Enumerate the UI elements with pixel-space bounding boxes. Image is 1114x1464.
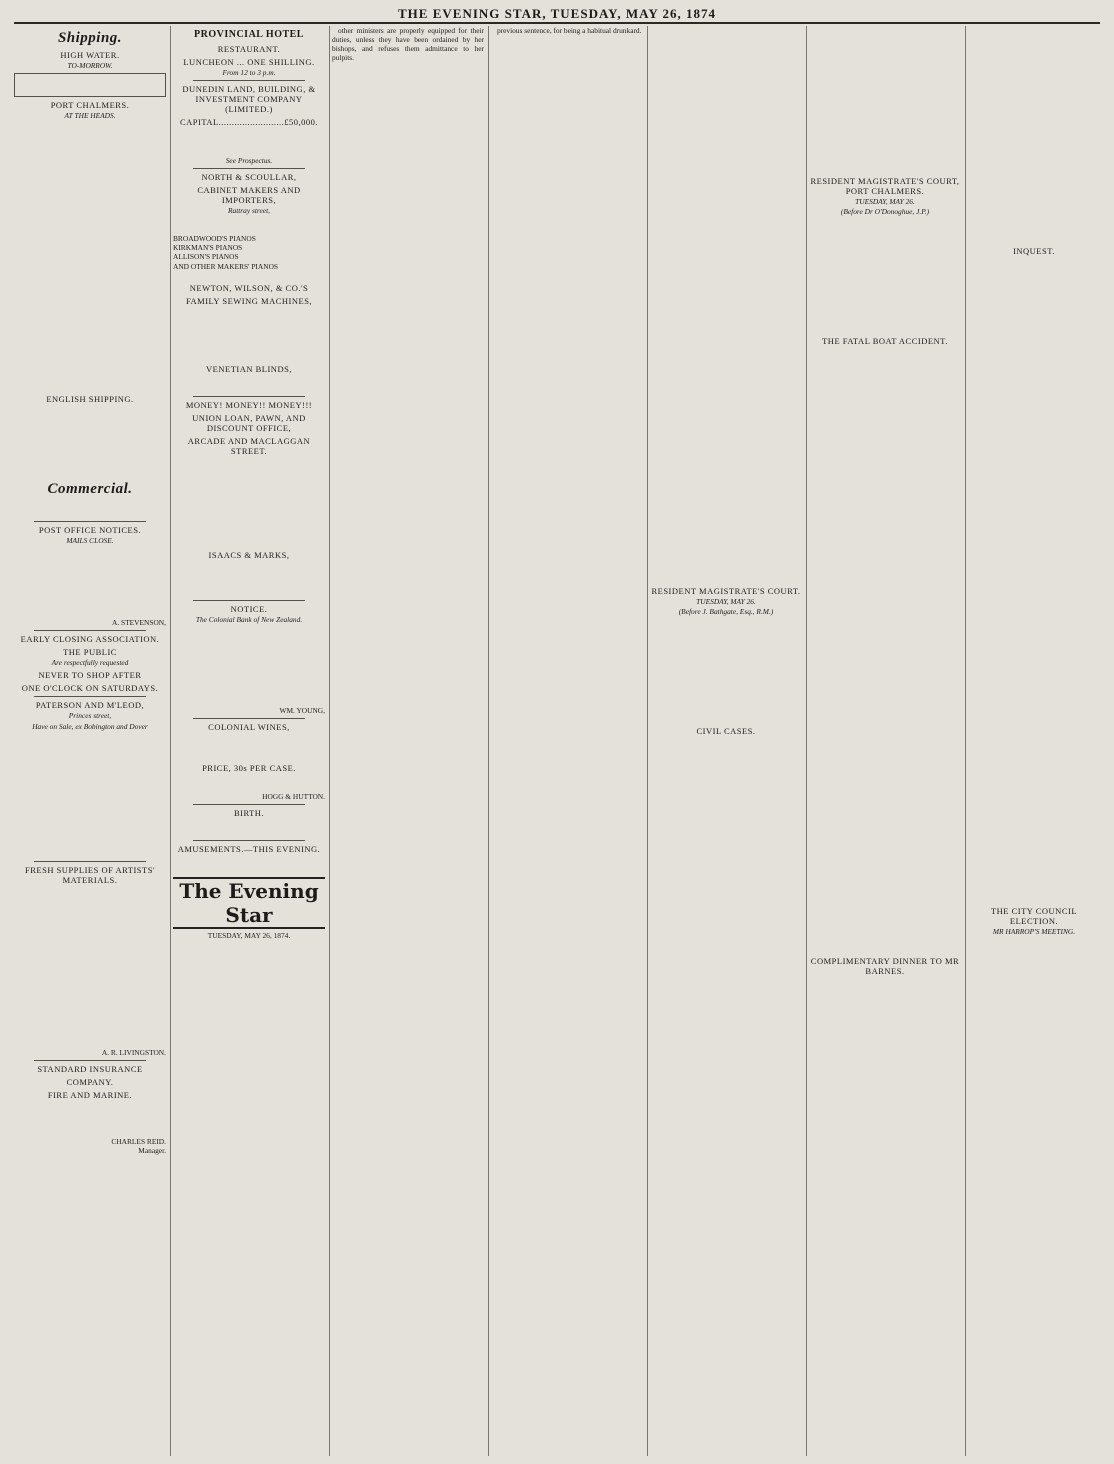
ad-heading: COLONIAL WINES, bbox=[208, 721, 290, 732]
column-rule bbox=[647, 26, 648, 1456]
ad-line: Have on Sale, ex Bobington and Dover bbox=[32, 721, 148, 731]
ad-line: From 12 to 3 p.m. bbox=[222, 68, 276, 77]
ad-line: FIRE AND MARINE. bbox=[47, 1089, 133, 1100]
ad-line: NEWTON, WILSON, & CO.'S bbox=[189, 282, 309, 293]
signature: CHARLES REID. bbox=[111, 1136, 166, 1146]
ad-line: PRICE, 30s PER CASE. bbox=[202, 762, 296, 773]
ad-line: The Colonial Bank of New Zealand. bbox=[195, 614, 303, 624]
section-heading: THE CITY COUNCIL ELECTION. bbox=[990, 906, 1078, 926]
section-heading: Shipping. bbox=[57, 30, 123, 46]
subheading: TUESDAY, MAY 26. bbox=[855, 197, 915, 206]
signature: A. R. LIVINGSTON. bbox=[101, 1047, 166, 1057]
subheading: MAILS CLOSE. bbox=[66, 536, 114, 546]
ad-line: NEVER TO SHOP AFTER bbox=[38, 670, 142, 681]
subheading: CIVIL CASES. bbox=[696, 726, 756, 737]
subheading: (Before Dr O'Donoghue, J.P.) bbox=[840, 207, 930, 217]
column-rule bbox=[965, 26, 966, 1456]
article-paragraph: other ministers are properly equipped for their duties, unless they have been ordained by her bishops, and refuses them admittance to her pulpits. bbox=[332, 26, 484, 63]
ad-heading: DUNEDIN LAND, BUILDING, & INVESTMENT COMPANY (LIMITED.) bbox=[182, 84, 316, 115]
ad-line: RESTAURANT. bbox=[217, 44, 281, 54]
signature-title: Manager. bbox=[138, 1145, 166, 1155]
subheading: POST OFFICE NOTICES. bbox=[38, 525, 142, 536]
section-heading: Commercial. bbox=[47, 481, 133, 498]
masthead bbox=[14, 4, 1100, 24]
ad-line: CAPITAL.........................£50,000. bbox=[179, 117, 319, 128]
ad-line: KIRKMAN'S PIANOS bbox=[173, 243, 243, 253]
subheading: TO-MORROW. bbox=[67, 61, 113, 70]
section-heading: THE FATAL BOAT ACCIDENT. bbox=[822, 336, 948, 347]
signature: WM. YOUNG, bbox=[279, 705, 325, 715]
section-heading: RESIDENT MAGISTRATE'S COURT. bbox=[651, 586, 801, 596]
subheading: (Before J. Bathgate, Esq., R.M.) bbox=[678, 607, 774, 617]
ad-heading: STANDARD INSURANCE bbox=[37, 1063, 143, 1074]
ad-line: AND OTHER MAKERS' PIANOS bbox=[173, 261, 279, 271]
ad-line: ONE O'CLOCK ON SATURDAYS. bbox=[21, 683, 159, 694]
signature: A. STEVENSON, bbox=[112, 618, 166, 628]
ad-heading: PATERSON AND M'LEOD, bbox=[35, 700, 145, 711]
column-rule bbox=[806, 26, 807, 1456]
ad-line: FAMILY SEWING MACHINES, bbox=[185, 295, 313, 306]
column-3 bbox=[332, 26, 484, 1456]
signature: HOGG & HUTTON. bbox=[262, 791, 325, 801]
masthead-title: THE EVENING STAR, TUESDAY, MAY 26, 1874 bbox=[398, 6, 716, 21]
ad-heading: PROVINCIAL HOTEL bbox=[194, 29, 304, 40]
ad-line: VENETIAN BLINDS, bbox=[206, 363, 292, 374]
column-4 bbox=[491, 26, 643, 1456]
ad-line: See Prospectus. bbox=[225, 156, 273, 166]
ad-line: CABINET MAKERS AND IMPORTERS, bbox=[197, 185, 301, 206]
article-paragraph: previous sentence, for being a habitual drunkard. bbox=[497, 26, 642, 35]
banner-date: TUESDAY, MAY 26, 1874. bbox=[207, 930, 291, 940]
section-heading: COMPLIMENTARY DINNER TO MR BARNES. bbox=[810, 956, 960, 977]
column-rule bbox=[488, 26, 489, 1456]
column-6 bbox=[809, 26, 961, 1456]
column-5 bbox=[650, 26, 802, 1456]
newspaper-banner: The Evening Star bbox=[173, 877, 325, 929]
ad-line: LUNCHEON ... ONE SHILLING. bbox=[183, 57, 315, 67]
subheading: PORT CHALMERS. bbox=[50, 100, 130, 111]
ad-line: THE PUBLIC bbox=[63, 647, 117, 658]
ad-heading: FRESH SUPPLIES OF ARTISTS' MATERIALS. bbox=[25, 864, 155, 885]
column-2 bbox=[173, 26, 325, 1456]
subheading: TUESDAY, MAY 26. bbox=[696, 597, 756, 606]
ad-line: Rattray street, bbox=[227, 206, 270, 216]
ad-line: ISAACS & MARKS, bbox=[208, 549, 290, 560]
ad-line: Princes street, bbox=[68, 711, 112, 721]
ad-line: ARCADE AND MACLAGGAN STREET. bbox=[187, 435, 311, 456]
ad-line: ALLISON'S PIANOS bbox=[173, 252, 239, 262]
notice-heading: AMUSEMENTS.—THIS EVENING. bbox=[177, 843, 321, 854]
tide-table bbox=[14, 73, 166, 97]
ad-line: BROADWOOD'S PIANOS bbox=[173, 234, 256, 244]
column-rule bbox=[329, 26, 330, 1456]
ad-heading: NORTH & SCOULLAR, bbox=[201, 172, 297, 183]
subheading: HIGH WATER. bbox=[60, 50, 120, 60]
ad-heading: MONEY! MONEY!! MONEY!!! bbox=[185, 399, 313, 410]
ad-line: UNION LOAN, PAWN, AND DISCOUNT OFFICE, bbox=[192, 412, 306, 433]
section-heading: INQUEST. bbox=[1013, 246, 1055, 256]
subheading: ENGLISH SHIPPING. bbox=[46, 394, 134, 405]
ad-line: COMPANY. bbox=[66, 1076, 114, 1087]
column-1 bbox=[14, 26, 166, 1456]
section-heading: RESIDENT MAGISTRATE'S COURT, PORT CHALMERS. bbox=[810, 176, 960, 196]
notice-heading: BIRTH. bbox=[233, 807, 265, 818]
column-rule bbox=[170, 26, 171, 1456]
ad-heading: NOTICE. bbox=[230, 603, 268, 614]
ad-heading: EARLY CLOSING ASSOCIATION. bbox=[20, 634, 160, 645]
subheading: MR HARROP'S MEETING. bbox=[992, 927, 1076, 936]
ad-line: Are respectfully requested bbox=[51, 658, 129, 668]
subheading: AT THE HEADS. bbox=[64, 111, 116, 121]
column-7 bbox=[968, 26, 1100, 1456]
